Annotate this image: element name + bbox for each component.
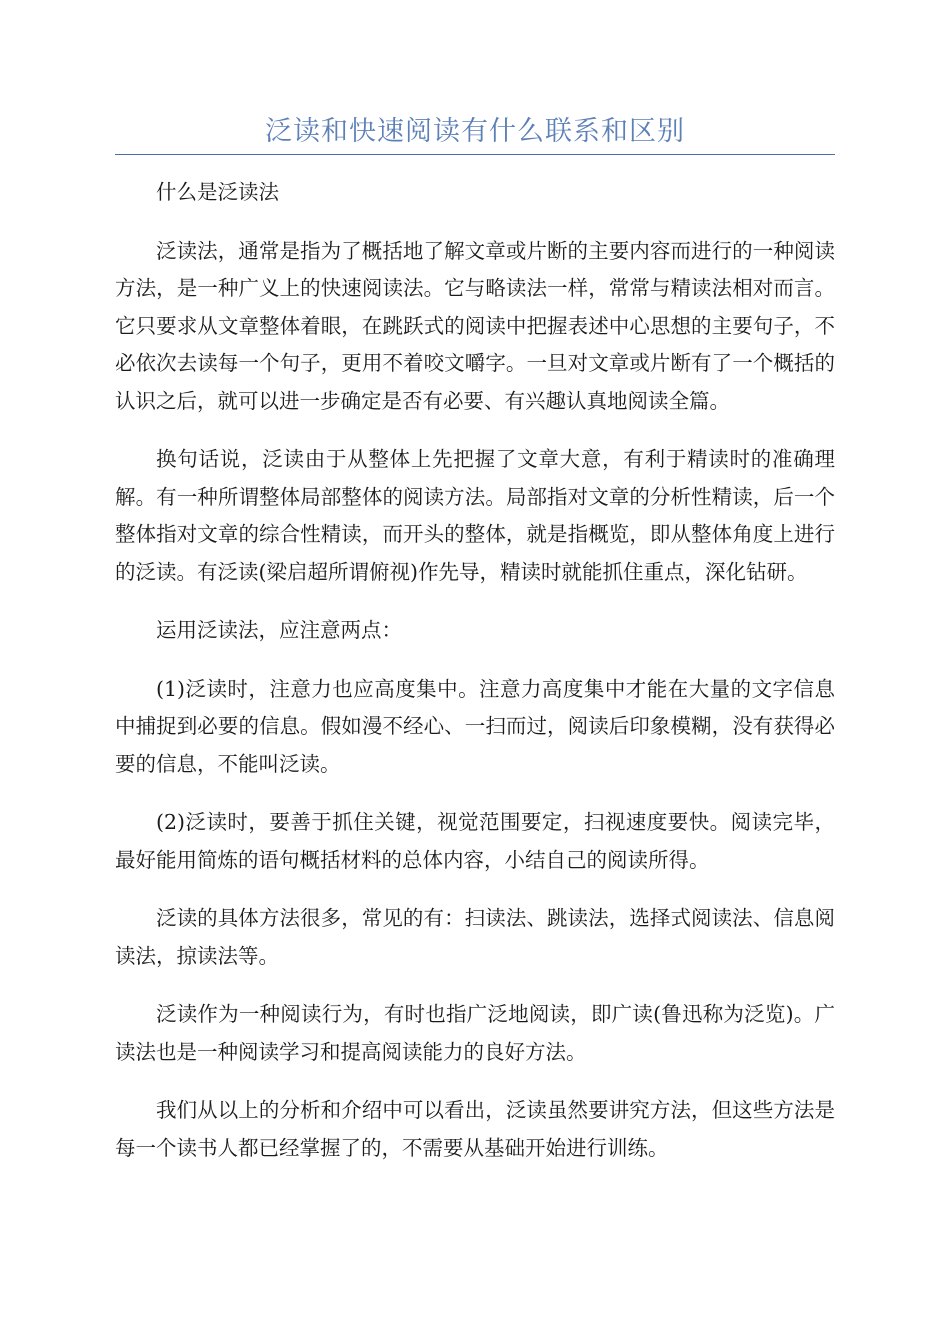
list-item: (1)泛读时，注意力也应高度集中。注意力高度集中才能在大量的文字信息中捕捉到必要的信息。假如漫不经心、一扫而过，阅读后印象模糊，没有获得必要的信息，不能叫泛读。 — [115, 676, 835, 776]
paragraph: 泛读作为一种阅读行为，有时也指广泛地阅读，即广读(鲁迅称为泛览)。广读法也是一种阅读学习和提高阅读能力的良好方法。 — [115, 1002, 835, 1064]
title-underline — [115, 154, 835, 155]
paragraph: 泛读法，通常是指为了概括地了解文章或片断的主要内容而进行的一种阅读方法，是一种广义上的快速阅读法。它与略读法一样，常常与精读法相对而言。它只要求从文章整体着眼，在跳跃式的阅读中把握表述中心思想的主要句子，不必依次去读每一个句子，更用不着咬文嚼字。一旦对文章或片断有了一个概括的认识之后，就可以进一步确定是否有必要、有兴趣认真地阅读全篇。 — [115, 238, 835, 413]
paragraph: 换句话说，泛读由于从整体上先把握了文章大意，有利于精读时的准确理解。有一种所谓整体局部整体的阅读方法。局部指对文章的分析性精读，后一个整体指对文章的综合性精读，而开头的整体，就是指概览，即从整体角度上进行的泛读。有泛读(梁启超所谓俯视)作先导，精读时就能抓住重点，深化钻研。 — [115, 447, 835, 584]
paragraph: 泛读的具体方法很多，常见的有：扫读法、跳读法，选择式阅读法、信息阅读法，掠读法等。 — [115, 906, 835, 968]
document-title: 泛读和快速阅读有什么联系和区别 — [265, 116, 685, 147]
paragraph: 运用泛读法，应注意两点： — [156, 618, 402, 642]
list-item: (2)泛读时，要善于抓住关键，视觉范围要定，扫视速度要快。阅读完毕，最好能用简炼的语句概括材料的总体内容，小结自己的阅读所得。 — [115, 810, 835, 872]
document-body — [115, 174, 835, 1188]
paragraph: 我们从以上的分析和介绍中可以看出，泛读虽然要讲究方法，但这些方法是每一个读书人都已经掌握了的，不需要从基础开始进行训练。 — [115, 1098, 835, 1160]
section-heading: 什么是泛读法 — [156, 180, 279, 204]
